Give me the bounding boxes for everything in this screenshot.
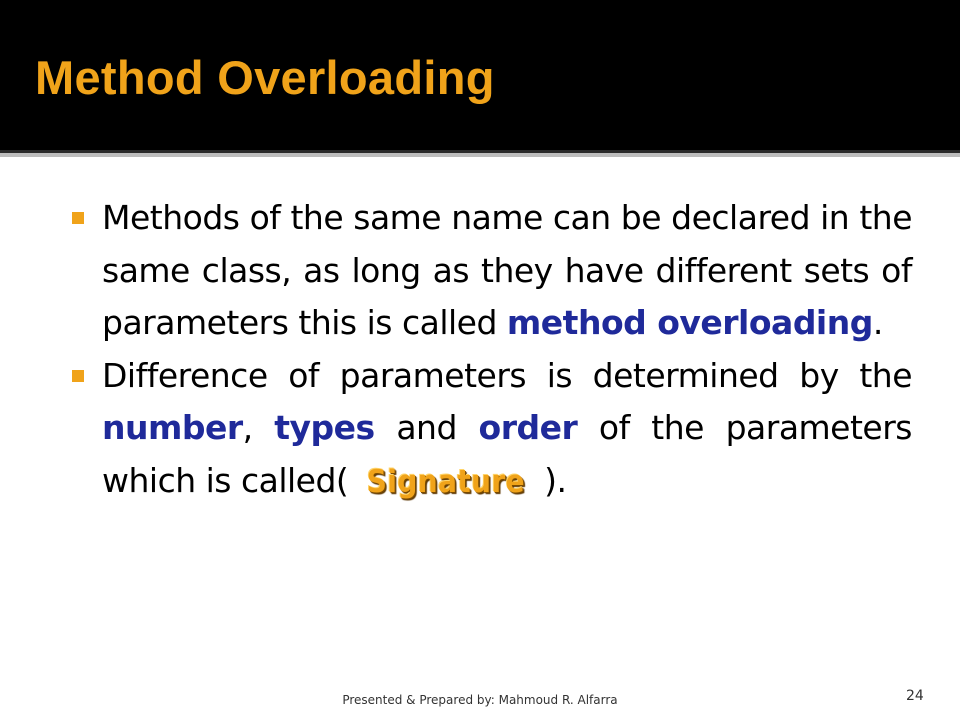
bullet-text: Methods of the same name can be declared in the same class, as long as they have different sets of parameters this is called (102, 198, 912, 342)
signature-wordart: Signature (367, 463, 526, 500)
square-bullet-icon (72, 212, 84, 224)
slide-title: Method Overloading (35, 51, 495, 104)
term-types: types (274, 408, 375, 447)
bullet-text: , (242, 408, 275, 447)
bullet-text: . (872, 303, 883, 342)
footer-credit: Presented & Prepared by: Mahmoud R. Alfarra (342, 693, 618, 707)
term-number: number (102, 408, 243, 447)
bullet-text: and (374, 408, 479, 447)
page-number: 24 (906, 688, 924, 704)
bullet-text: Difference of parameters is determined by the (102, 355, 912, 395)
bullet-text: ). (534, 460, 567, 500)
title-divider-shadow (0, 153, 960, 157)
term-order: order (478, 408, 578, 447)
bullet-signature (70, 350, 912, 509)
term-method-overloading: method overloading (506, 303, 873, 342)
square-bullet-icon (72, 370, 84, 382)
slide-body (70, 192, 912, 508)
bullet-text: of the parameters which is called( (102, 408, 912, 500)
bullet-method-overloading (70, 192, 912, 350)
title-bar (0, 0, 960, 150)
